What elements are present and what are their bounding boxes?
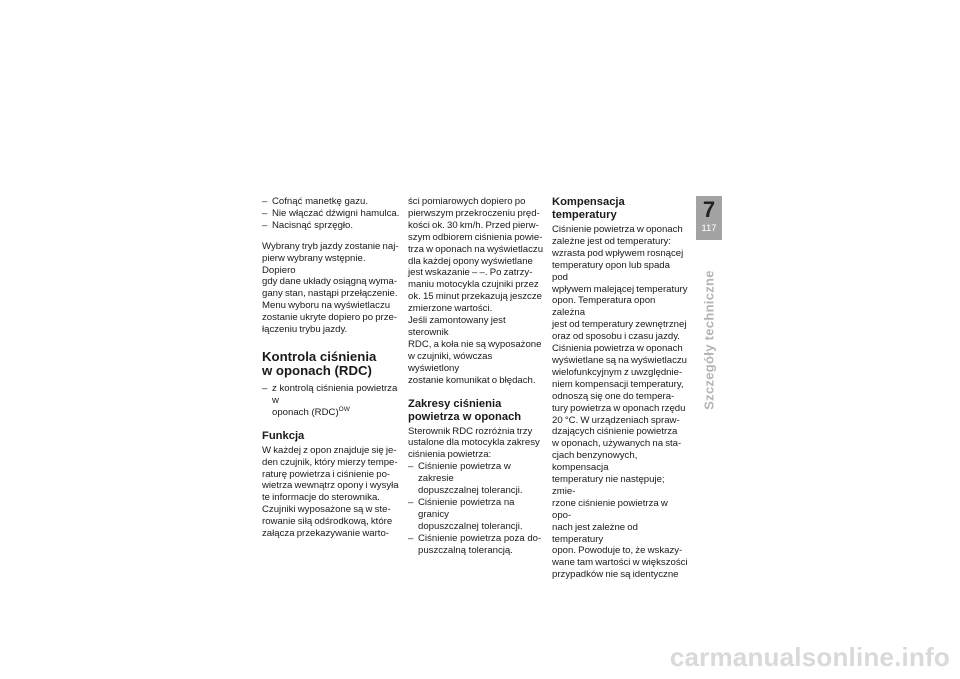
pressure-range-item: – Ciśnienie powietrza w zakresie dopuszczalnej tolerancji. xyxy=(408,461,544,497)
riding-mode-paragraph: Wybrany tryb jazdy zostanie naj- pierw wybrany wstępnie. Dopiero gdy dane układy osiągną wyma- gany stan, nastąpi przełączenie. Menu wyboru na wyświetlaczu zostanie ukryte dopiero po prze- łączeniu trybu jazdy. xyxy=(262,240,399,336)
column-1 xyxy=(262,196,400,540)
page-number: 117 xyxy=(701,223,717,234)
function-paragraph: W każdej z opon znajduje się je- den czujnik, który mierzy tempe- raturę powietrza i ciśnienie po- wietrza wewnątrz opony i wysyła te informacje do sterownika. Czujniki wyposażone są w ste- rowanie siłą odśrodkową, które załącza przekazywanie warto- xyxy=(262,444,399,540)
error-paragraph: Jeśli zamontowany jest sterownik RDC, a koła nie są wyposażone w czujniki, wówczas wyświetlony zostanie komunikat o błędach. xyxy=(408,315,542,386)
chapter-tab xyxy=(696,196,722,240)
rdc-equipment-item xyxy=(262,383,400,419)
temperature-compensation-paragraph: Ciśnienie powietrza w oponach zależne jest od temperatury: wzrasta pod wpływem rosnącej temperatury opon lub spada pod wpływem malejącej temperatury opon. Temperatura opon zależna jest od temperatury zewnętrznej oraz od sposobu i czasu jazdy. Ciśnienia powietrza w oponach wyświetlane są na wyświetlaczu wielofunkcyjnym z uwzględnie- niem kompensacji temperatury, odnoszą się one do tempera- tury powietrza w oponach rzędu 20 °C. W urządzeniach spraw- dzających ciśnienie powietrza w oponach, używanych na sta- cjach benzynowych, kompensacja temperatury nie następuje; zmie- rzone ciśnienie powietrza w opo- nach jest zależne od temperatury opon. Powoduje to, że wskazy- wane tam wartości w większości przypadków nie są identyczne xyxy=(552,224,688,581)
equipment-code: OW xyxy=(338,405,350,413)
step-item: – Cofnąć manetkę gazu. xyxy=(262,196,400,208)
step-item: – Nacisnąć sprzęgło. xyxy=(262,220,400,232)
column-2 xyxy=(408,196,544,556)
function-heading: Funkcja xyxy=(262,429,305,442)
rdc-equipment-text: z kontrolą ciśnienia powietrza w oponach (RDC) xyxy=(272,382,398,418)
step-item: – Nie włączać dźwigni hamulca. xyxy=(262,208,400,220)
temperature-compensation-heading: Kompensacja temperatury xyxy=(552,196,625,221)
column-3 xyxy=(552,196,688,581)
pressure-range-item: – Ciśnienie powietrza poza do- puszczalną tolerancją. xyxy=(408,533,544,557)
chapter-number: 7 xyxy=(702,197,716,222)
chapter-title-text: Szczegóły techniczne xyxy=(701,270,717,410)
rdc-heading: Kontrola ciśnienia w oponach (RDC) xyxy=(262,348,377,379)
pressure-ranges-heading: Zakresy ciśnienia powietrza w oponach xyxy=(408,397,522,423)
sensor-paragraph: ści pomiarowych dopiero po pierwszym przekroczeniu pręd- kości ok. 30 km/h. Przed pierw- szym odbiorem ciśnienia powie- trza w oponach na wyświetlaczu dla każdej opony wyświetlane jest wskazanie – –. Po zatrzy- maniu motocykla czujniki przez ok. 15 minut przekazują jeszcze zmierzone wartości. xyxy=(408,196,544,315)
watermark: carmanualsonline.info xyxy=(669,642,950,672)
pressure-range-item: – Ciśnienie powietrza na granicy dopuszczalnej tolerancji. xyxy=(408,497,544,533)
pressure-ranges-paragraph: Sterownik RDC rozróżnia trzy ustalone dla motocykla zakresy ciśnienia powietrza: xyxy=(408,425,540,461)
